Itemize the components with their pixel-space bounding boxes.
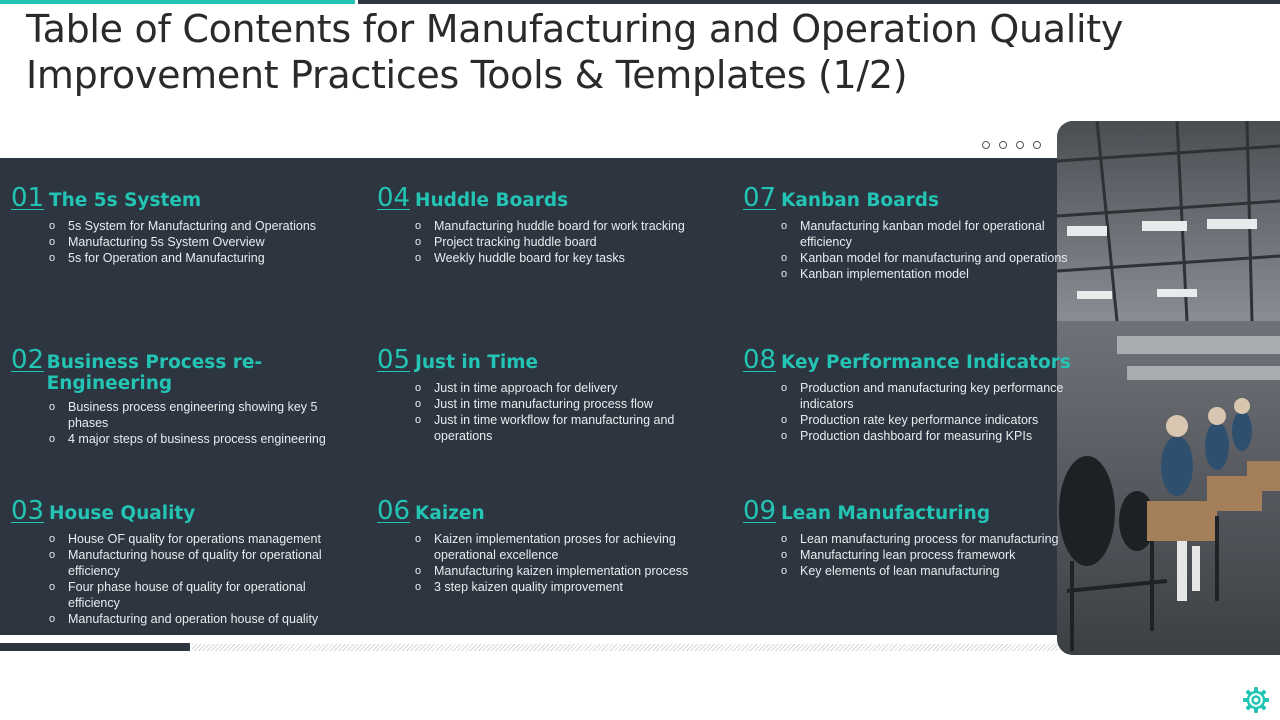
list-item: o 3 step kaizen quality improvement bbox=[377, 579, 724, 595]
list-item: o House OF quality for operations management bbox=[11, 531, 358, 547]
list-item: o Kaizen implementation proses for achieving operational excellence bbox=[377, 531, 724, 563]
list-item: o 5s for Operation and Manufacturing bbox=[11, 250, 358, 266]
pagination-dots bbox=[982, 141, 1041, 149]
section-title[interactable]: House Quality bbox=[49, 503, 196, 524]
section-title[interactable]: Just in Time bbox=[415, 352, 539, 373]
list-item: o Project tracking huddle board bbox=[377, 234, 724, 250]
list-item: o Production and manufacturing key performance indicators bbox=[743, 380, 1090, 412]
list-item: o Production dashboard for measuring KPIs bbox=[743, 428, 1090, 444]
section-title[interactable]: Huddle Boards bbox=[415, 190, 569, 211]
section-title[interactable]: Kanban Boards bbox=[781, 190, 939, 211]
list-item: o Key elements of lean manufacturing bbox=[743, 563, 1090, 579]
list-item: o Four phase house of quality for operational efficiency bbox=[11, 579, 358, 611]
toc-section-08[interactable] bbox=[743, 345, 1098, 444]
top-accent-bar bbox=[0, 0, 355, 4]
list-item: o Manufacturing kaizen implementation process bbox=[377, 563, 724, 579]
gear-icon[interactable] bbox=[1241, 685, 1271, 720]
list-item: o Kanban model for manufacturing and operations bbox=[743, 250, 1090, 266]
toc-section-02[interactable] bbox=[11, 345, 366, 447]
section-number: 07 bbox=[743, 183, 777, 213]
section-title[interactable]: Key Performance Indicators bbox=[781, 352, 1071, 373]
bottom-hatch-bar bbox=[192, 644, 1058, 651]
section-number: 04 bbox=[377, 183, 411, 213]
list-item: o Manufacturing lean process framework bbox=[743, 547, 1090, 563]
top-dark-bar bbox=[358, 0, 1280, 4]
list-item: o Just in time workflow for manufacturing and operations bbox=[377, 412, 724, 444]
section-number: 01 bbox=[11, 183, 45, 213]
page-title: Table of Contents for Manufacturing and Operation Quality Improvement Practices Tools & Templates (1/2) bbox=[26, 7, 1124, 97]
list-item: o Kanban implementation model bbox=[743, 266, 1090, 282]
section-title[interactable]: Business Process re-Engineering bbox=[46, 352, 263, 394]
bottom-dark-bar bbox=[0, 643, 190, 651]
pagination-dot[interactable] bbox=[1033, 141, 1041, 149]
section-title[interactable]: Lean Manufacturing bbox=[781, 503, 991, 524]
pagination-dot[interactable] bbox=[1016, 141, 1024, 149]
list-item: o Manufacturing house of quality for operational efficiency bbox=[11, 547, 358, 579]
list-item: o Manufacturing and operation house of quality bbox=[11, 611, 358, 627]
section-number: 06 bbox=[377, 496, 411, 526]
section-number: 02 bbox=[11, 345, 45, 375]
list-item: o Business process engineering showing key 5 phases bbox=[11, 399, 358, 431]
pagination-dot[interactable] bbox=[999, 141, 1007, 149]
toc-section-04[interactable] bbox=[377, 183, 732, 266]
list-item: o Manufacturing kanban model for operational efficiency bbox=[743, 218, 1090, 250]
list-item: o Manufacturing 5s System Overview bbox=[11, 234, 358, 250]
toc-section-05[interactable] bbox=[377, 345, 732, 444]
section-title[interactable]: The 5s System bbox=[49, 190, 202, 211]
list-item: o Lean manufacturing process for manufacturing bbox=[743, 531, 1090, 547]
section-number: 05 bbox=[377, 345, 411, 375]
list-item: o Production rate key performance indicators bbox=[743, 412, 1090, 428]
section-number: 09 bbox=[743, 496, 777, 526]
list-item: o 5s System for Manufacturing and Operations bbox=[11, 218, 358, 234]
section-number: 08 bbox=[743, 345, 777, 375]
section-number: 03 bbox=[11, 496, 45, 526]
list-item: o Manufacturing huddle board for work tracking bbox=[377, 218, 724, 234]
toc-section-01[interactable] bbox=[11, 183, 366, 266]
list-item: o Weekly huddle board for key tasks bbox=[377, 250, 724, 266]
list-item: o Just in time approach for delivery bbox=[377, 380, 724, 396]
list-item: o 4 major steps of business process engineering bbox=[11, 431, 358, 447]
toc-section-06[interactable] bbox=[377, 496, 732, 595]
section-title[interactable]: Kaizen bbox=[415, 503, 485, 524]
pagination-dot[interactable] bbox=[982, 141, 990, 149]
list-item: o Just in time manufacturing process flow bbox=[377, 396, 724, 412]
toc-section-09[interactable] bbox=[743, 496, 1098, 579]
toc-section-03[interactable] bbox=[11, 496, 366, 627]
toc-section-07[interactable] bbox=[743, 183, 1098, 282]
